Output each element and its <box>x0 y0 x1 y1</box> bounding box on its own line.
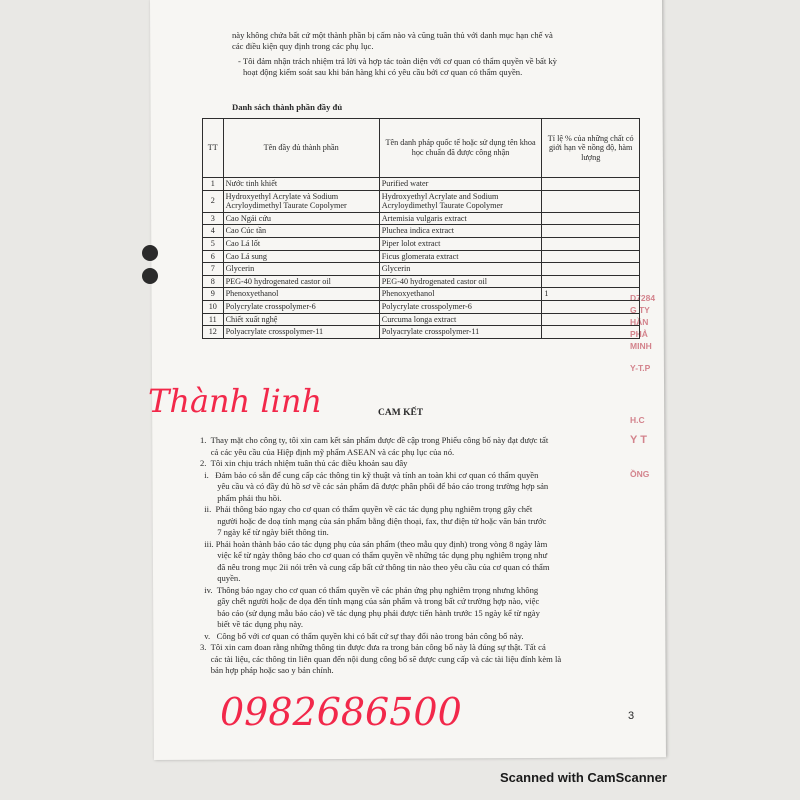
commitment-line: cả các yêu cầu của Hiệp định mỹ phẩm ASEAN và các phụ lục của nó. <box>200 446 455 457</box>
cell-name: Nước tinh khiết <box>223 178 379 191</box>
cell-pct <box>542 250 640 263</box>
cell-pct <box>542 190 640 212</box>
cell-intl: Phenoxyethanol <box>379 288 542 301</box>
cell-tt: 11 <box>203 313 224 326</box>
intro-line: hoạt động kiểm soát sau khi bán hàng khi có yêu cầu bởi cơ quan có thẩm quyền. <box>243 67 523 77</box>
commitment-line: bản hợp pháp hoặc sao y bản chính. <box>200 665 334 675</box>
cell-intl: Hydroxyethyl Acrylate and Sodium Acryloydimethyl Taurate Copolymer <box>379 190 542 212</box>
cell-pct <box>542 178 640 191</box>
cell-intl: Pluchea indica extract <box>379 225 542 238</box>
cell-pct <box>542 237 640 250</box>
page-number: 3 <box>628 710 635 722</box>
commitment-line: 3. Tôi xin cam đoan rằng những thông tin được đưa ra trong bản công bố này là đúng sự thật. Tất cả <box>200 642 546 652</box>
cell-intl: Piper lolot extract <box>379 237 542 250</box>
commitment-line: 2. Tôi xin chịu trách nhiệm tuân thủ các điều khoản sau đây <box>200 458 408 468</box>
cell-intl: Polyacrylate crosspolymer-11 <box>379 326 542 339</box>
cell-pct <box>542 263 640 276</box>
handwritten-phone: 0982686500 <box>220 690 462 734</box>
cell-pct <box>542 313 640 326</box>
punch-hole <box>142 245 158 261</box>
cell-intl: PEG-40 hydrogenated castor oil <box>379 275 542 288</box>
commitment-line: i. Đảm bảo có sẵn để cung cấp các thông tin kỹ thuật và tính an toàn khi cơ quan có thẩm quyền <box>200 469 539 480</box>
cell-intl: Polycrylate crosspolymer-6 <box>379 300 542 313</box>
cell-pct <box>542 212 640 225</box>
commitment-line: biết về tác dụng phụ này. <box>200 619 304 629</box>
table-row <box>203 300 640 313</box>
cell-name: Polyacrylate crosspolymer-11 <box>223 326 379 339</box>
cell-tt: 7 <box>203 263 224 276</box>
commitment-line: iv. Thông báo ngay cho cơ quan có thẩm quyền về các phản ứng phụ nghiêm trọng nhưng không <box>200 584 539 595</box>
cell-pct <box>542 326 640 339</box>
table-title: Danh sách thành phần đầy đủ <box>232 102 343 112</box>
commitment-line: ii. Phải thông báo ngay cho cơ quan có thẩm quyền về các tác dụng phụ nghiêm trọng gây chết <box>200 504 533 514</box>
cell-tt: 5 <box>203 237 224 250</box>
commitment-line: gây chết người hoặc đe dọa đến tính mạng của sản phẩm và trong bất cứ trường hợp nào, việc <box>200 596 540 606</box>
table-row <box>203 225 640 238</box>
commitment-line: đã nêu trong mục 2ii nói trên và cung cấp bất cứ thông tin nào theo yêu cầu của cơ quan có thẩm <box>200 561 550 572</box>
header-name: Tên đầy đủ thành phần <box>223 119 379 178</box>
table-row <box>203 250 640 263</box>
cell-name: Phenoxyethanol <box>223 288 379 301</box>
cell-name: Cao Lá sung <box>223 250 379 263</box>
cell-name: Polycrylate crosspolymer-6 <box>223 300 379 313</box>
commitment-line: báo cáo (sử dụng mẫu báo cáo) về tác dụng phụ phải được tiến hành trước 15 ngày kể từ ngày <box>200 607 540 618</box>
intro-line: này không chứa bất cứ một thành phần bị cấm nào và cũng tuân thủ với danh mục hạn chế và <box>232 30 553 40</box>
cell-intl: Purified water <box>379 178 542 191</box>
cell-tt: 1 <box>203 178 224 191</box>
table-header-row <box>203 119 640 178</box>
cell-pct <box>542 275 640 288</box>
commitment-line: các tài liệu, các thông tin liên quan đến nội dung công bố sẽ được cung cấp và các tài liệu đính kèm là <box>200 653 562 664</box>
table-row <box>203 190 640 212</box>
commitment-line: yêu cầu và có đầy đủ hồ sơ về các sản phẩm đã được phân phối để báo cáo trong trường hợp sản <box>200 481 549 491</box>
cell-tt: 4 <box>203 225 224 238</box>
punch-hole <box>142 268 158 284</box>
commitment-line: 1. Thay mặt cho công ty, tôi xin cam kết sản phẩm được đề cập trong Phiếu công bố này đạt được tất <box>200 435 549 445</box>
commitment-line: v. Công bố với cơ quan có thẩm quyền khi có bất cứ sự thay đổi nào trong bản công bố này. <box>200 630 524 641</box>
cell-name: Chiết xuất nghệ <box>223 313 379 326</box>
red-stamp-fragment: D7284 G TY HẦN PHẢ MINH Y-T.P <box>630 293 656 373</box>
commitment-line: phẩm phải thu hồi. <box>200 492 282 503</box>
cell-name: PEG-40 hydrogenated castor oil <box>223 275 379 288</box>
ingredient-table <box>202 118 640 339</box>
cell-tt: 8 <box>203 275 224 288</box>
cell-pct: 1 <box>542 288 640 301</box>
table-row <box>203 313 640 326</box>
table-row <box>203 288 640 301</box>
cell-tt: 2 <box>203 190 224 212</box>
cell-tt: 9 <box>203 288 224 301</box>
commitments-list <box>200 435 640 677</box>
header-tt: TT <box>203 119 224 178</box>
cell-intl: Ficus glomerata extract <box>379 250 542 263</box>
cell-tt: 10 <box>203 300 224 313</box>
table-row <box>203 326 640 339</box>
intro-line: các điều kiện quy định trong các phụ lục. <box>232 41 374 51</box>
table-row <box>203 237 640 250</box>
cell-tt: 6 <box>203 250 224 263</box>
cell-name: Cao Cúc tần <box>223 225 379 238</box>
cell-intl: Glycerin <box>379 263 542 276</box>
header-intl: Tên danh pháp quốc tế hoặc sử dụng tên khoa học chuẩn đã được công nhận <box>379 119 542 178</box>
cam-ket-heading: CAM KẾT <box>378 408 424 418</box>
cell-name: Hydroxyethyl Acrylate và Sodium Acryloydimethyl Taurate Copolymer <box>223 190 379 212</box>
table-row <box>203 275 640 288</box>
red-stamp-fragment: H.C Y T ỒNG <box>630 415 650 479</box>
cell-tt: 12 <box>203 326 224 339</box>
cell-pct <box>542 225 640 238</box>
commitment-line: việc kể từ ngày thông báo cho cơ quan có thẩm quyền về những tác dụng phụ nghiêm trọng như <box>200 550 548 560</box>
cell-name: Cao Lá lốt <box>223 237 379 250</box>
intro-line: - Tôi đảm nhận trách nhiệm trả lời và hợp tác toàn diện với cơ quan có thẩm quyền về bất kỳ <box>238 56 557 66</box>
cell-pct <box>542 300 640 313</box>
cell-intl: Artemisia vulgaris extract <box>379 212 542 225</box>
commitment-line: 7 ngày kể từ ngày biết thông tin. <box>200 527 329 537</box>
commitment-line: iii. Phải hoàn thành báo cáo tác dụng phụ của sản phẩm (theo mẫu quy định) trong vòng 8 ngày làm <box>200 538 548 549</box>
cell-intl: Curcuma longa extract <box>379 313 542 326</box>
table-row <box>203 178 640 191</box>
commitment-line: quyền. <box>200 573 241 583</box>
handwritten-name: Thành linh <box>148 382 323 420</box>
cell-name: Glycerin <box>223 263 379 276</box>
commitment-line: người hoặc đe doạ tính mạng của sản phẩm bằng điện thoại, fax, thư điện tử hoặc văn bản trước <box>200 515 547 526</box>
header-pct: Tỉ lệ % của những chất có giới hạn về nồng độ, hàm lượng <box>542 119 640 178</box>
cell-name: Cao Ngải cứu <box>223 212 379 225</box>
table-row <box>203 212 640 225</box>
cell-tt: 3 <box>203 212 224 225</box>
camscanner-watermark: Scanned with CamScanner <box>500 770 667 785</box>
table-row <box>203 263 640 276</box>
